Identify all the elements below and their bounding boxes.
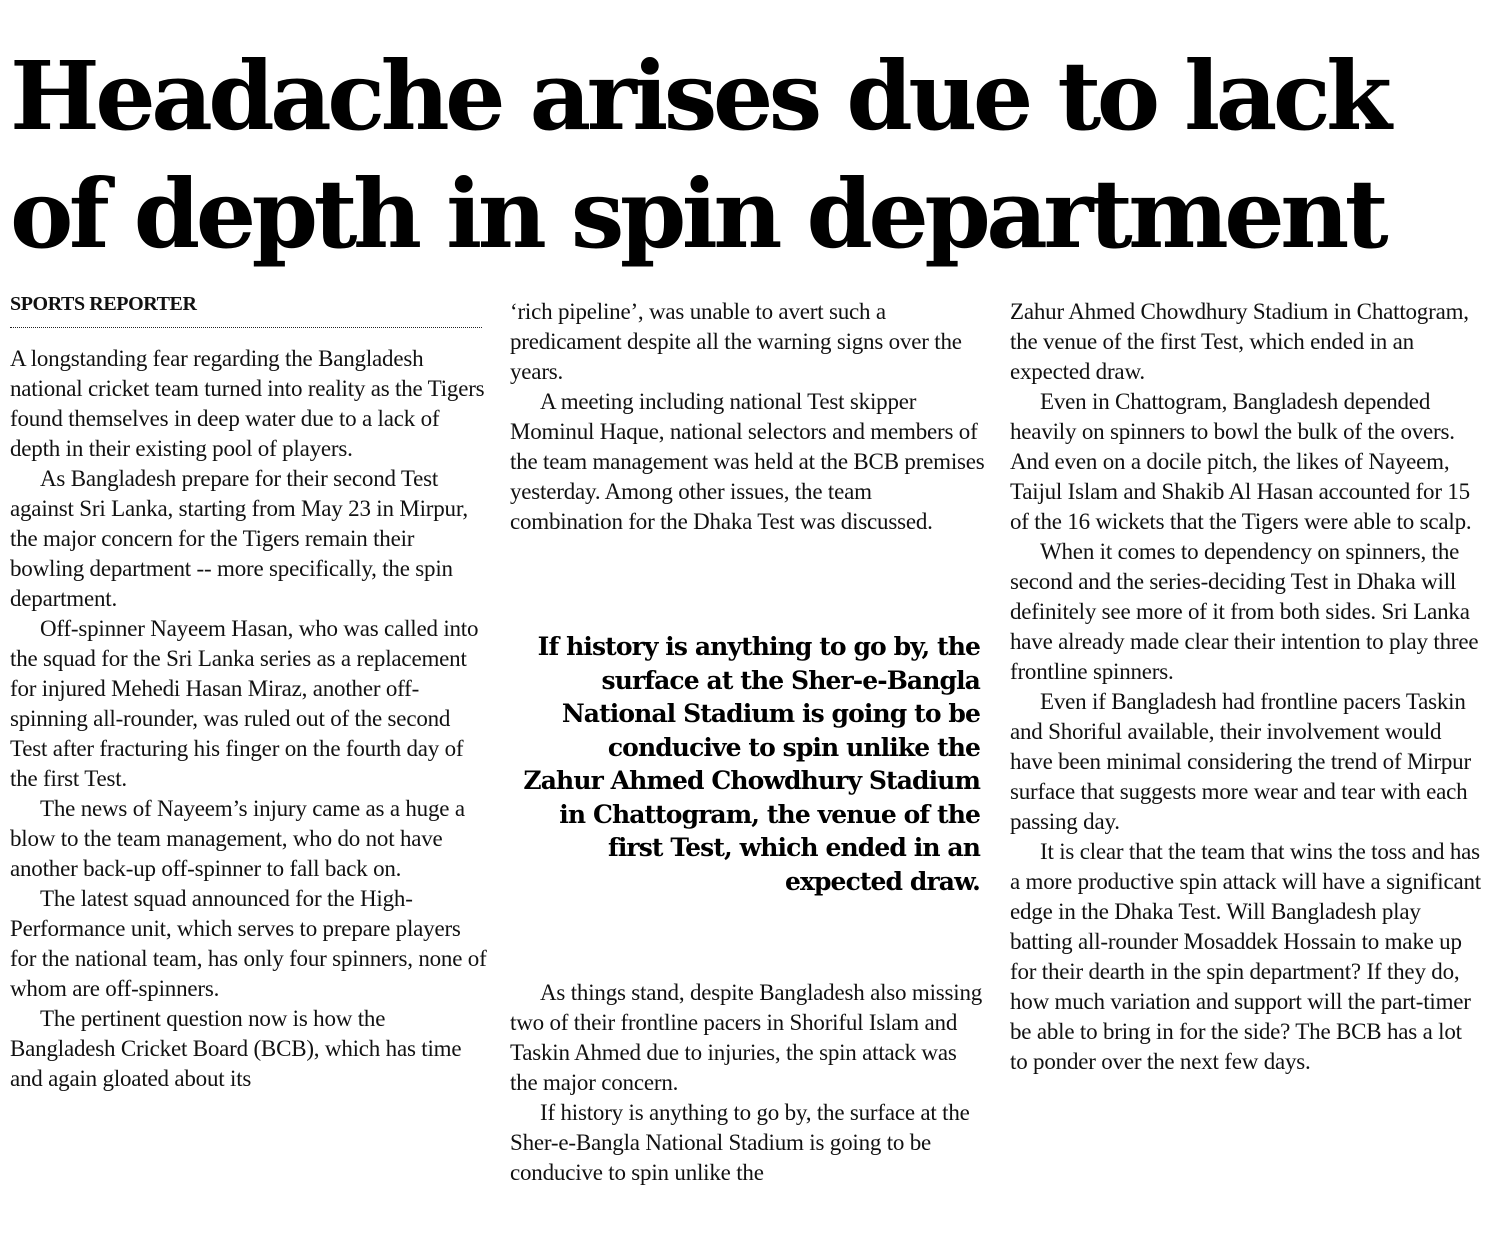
paragraph: The latest squad announced for the High-Performance unit, which serves to prepare players for the national team, has only four spinners, none of whom are off-spinners. [10, 886, 487, 1001]
paragraph: As things stand, despite Bangladesh also missing two of their frontline pacers in Shoriful Islam and Taskin Ahmed due to injuries, the spin attack was the major concern. [510, 980, 983, 1095]
paragraph: Off-spinner Nayeem Hasan, who was called into the squad for the Sri Lanka series as a replacement for injured Mehedi Hasan Miraz, another off-spinning all-rounder, was ruled out of the second Test after fracturing his finger on the fourth day of the first Test. [10, 616, 479, 791]
paragraph: ‘rich pipeline’, was unable to avert such a predicament despite all the warning signs over the years. [510, 299, 962, 384]
article-column-2-bottom [510, 978, 988, 1188]
byline-dotted-divider [10, 327, 482, 328]
pull-quote: If history is anything to go by, the surface at the Sher-e-Bangla National Stadium is going to be conducive to spin unlike the Zahur Ahmed Chowdhury Stadium in Chattogram, the venue of the first Test, which ended in an expected draw. [523, 632, 980, 896]
byline: SPORTS REPORTER [10, 293, 197, 315]
article-column-2-top [510, 297, 988, 537]
article-column-3 [1010, 297, 1484, 1077]
headline [10, 38, 1485, 274]
paragraph: As Bangladesh prepare for their second Test against Sri Lanka, starting from May 23 in Mirpur, the major concern for the Tigers remain their bowling department -- more specifically, the spin department. [10, 466, 468, 611]
headline-line-2: of depth in spin department [10, 159, 1385, 270]
paragraph: When it comes to dependency on spinners, the second and the series-deciding Test in Dhaka will definitely see more of it from both sides. Sri Lanka have already made clear their intention to play three frontline spinners. [1010, 539, 1479, 684]
paragraph: A meeting including national Test skipper Mominul Haque, national selectors and members of the team management was held at the BCB premises yesterday. Among other issues, the team combination for the Dhaka Test was discussed. [510, 389, 985, 534]
paragraph: The pertinent question now is how the Bangladesh Cricket Board (BCB), which has time and again gloated about its [10, 1006, 462, 1091]
paragraph: Even in Chattogram, Bangladesh depended heavily on spinners to bowl the bulk of the overs. And even on a docile pitch, the likes of Nayeem, Taijul Islam and Shakib Al Hasan accounted for 15 of the 16 wickets that the Tigers were able to scalp. [1010, 389, 1472, 534]
paragraph: If history is anything to go by, the surface at the Sher-e-Bangla National Stadium is going to be conducive to spin unlike the [510, 1100, 970, 1185]
article-column-1 [10, 344, 488, 1094]
paragraph: The news of Nayeem’s injury came as a huge a blow to the team management, who do not have another back-up off-spinner to fall back on. [10, 796, 465, 881]
paragraph: Even if Bangladesh had frontline pacers Taskin and Shoriful available, their involvement would have been minimal considering the trend of Mirpur surface that suggests more wear and tear with each passing day. [1010, 689, 1471, 834]
paragraph: Zahur Ahmed Chowdhury Stadium in Chattogram, the venue of the first Test, which ended in an expected draw. [1010, 299, 1469, 384]
headline-line-1: Headache arises due to lack [10, 41, 1388, 152]
paragraph: A longstanding fear regarding the Bangladesh national cricket team turned into reality as the Tigers found themselves in deep water due to a lack of depth in their existing pool of players. [10, 346, 485, 461]
paragraph: It is clear that the team that wins the toss and has a more productive spin attack will have a significant edge in the Dhaka Test. Will Bangladesh play batting all-rounder Mosaddek Hossain to make up for their dearth in the spin department? If they do, how much variation and support will the part-timer be able to bring in for the side? The BCB has a lot to ponder over the next few days. [1010, 839, 1481, 1074]
